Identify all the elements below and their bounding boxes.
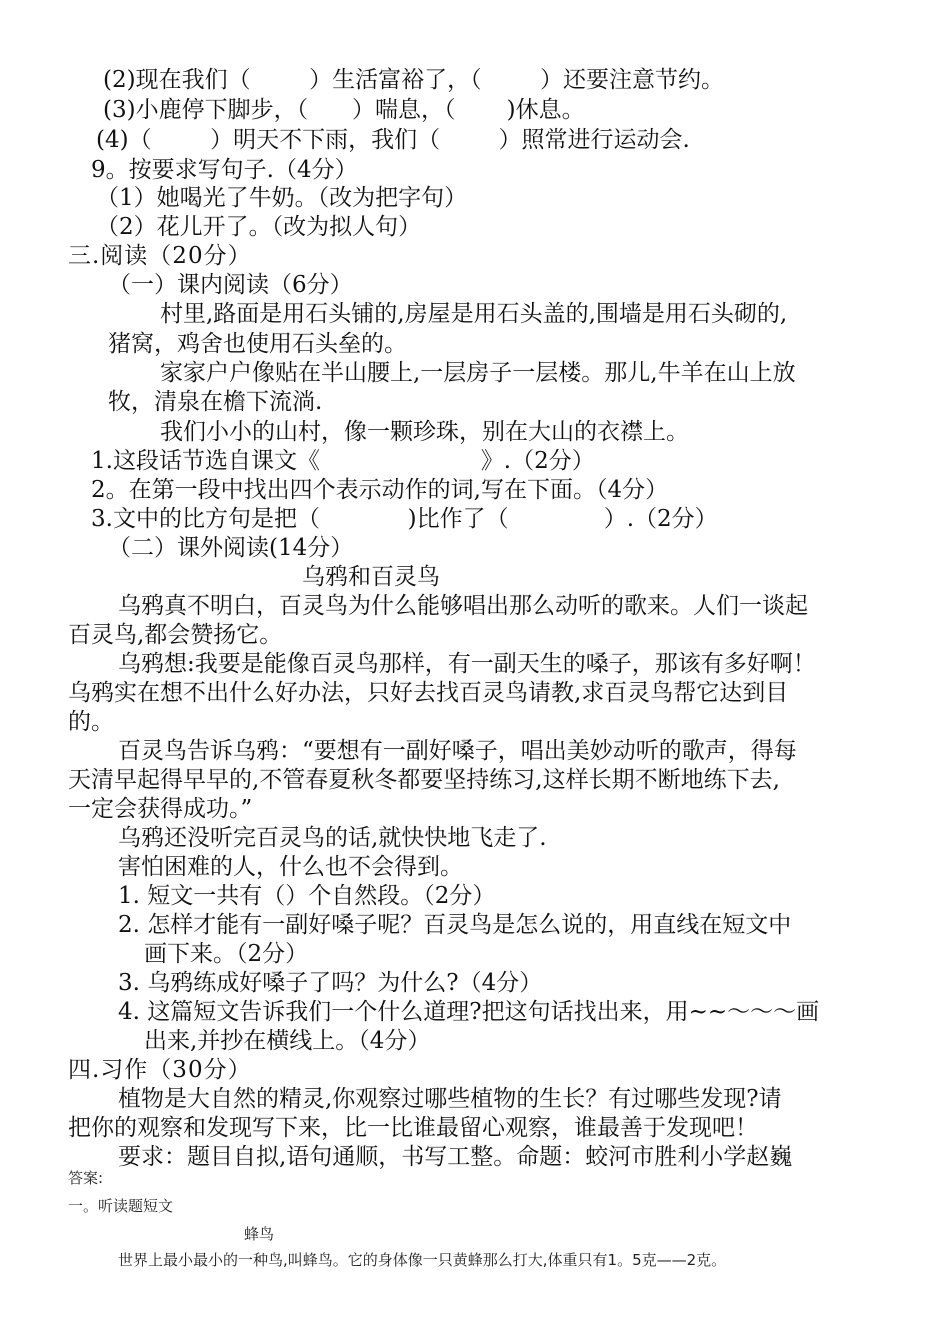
part2-question-1: 1. 短文一共有（）个自然段。（2分）	[118, 883, 496, 909]
part2-question-3: 3. 乌鸦练成好嗓子了吗？为什么?（4分）	[118, 970, 543, 996]
part1-para3: 我们小小的山村，像一颗珍珠，别在大山的衣襟上。	[160, 419, 689, 445]
story-para2-line3: 的。	[68, 709, 114, 735]
answers-story-text: 世界上最小最小的一种鸟,叫蜂鸟。它的身体像一只黄蜂那么打大,体重只有1。5克——2克。	[118, 1251, 727, 1269]
story-para2-line2: 乌鸦实在想不出什么好办法，只好去找百灵鸟请教,求百灵鸟帮它达到目	[68, 680, 789, 706]
part2-question-4-line2: 出来,并抄在横线上。（4分）	[144, 1028, 431, 1054]
part1-title: （一）课内阅读（6分）	[108, 272, 353, 298]
part1-para2-line1: 家家户户像贴在半山腰上,一层房子一层楼。那儿,牛羊在山上放	[160, 360, 796, 386]
q9-title: 9。按要求写句子.（4分）	[91, 157, 358, 183]
q8-sentence-3: (3)小鹿停下脚步，（ ）喘息，（ )休息。	[103, 97, 585, 123]
part2-question-2-line2: 画下来。（2分）	[144, 941, 309, 967]
q8-sentence-4: (4)（ ）明天不下雨，我们（ ）照常进行运动会.	[96, 127, 690, 153]
story-para4: 乌鸦还没听完百灵鸟的话,就快快地飞走了.	[118, 825, 547, 851]
part1-para2-line2: 牧，清泉在檐下流淌.	[108, 389, 323, 415]
part1-para1-line1: 村里,路面是用石头铺的,房屋是用石头盖的,围墙是用石头砌的,	[160, 301, 788, 327]
answers-label: 答案:	[68, 1169, 104, 1187]
answers-section1: 一。听读题短文	[68, 1197, 174, 1215]
part2-question-2-line1: 2. 怎样才能有一副好嗓子呢？百灵鸟是怎么说的，用直线在短文中	[118, 912, 792, 938]
part2-title: （二）课外阅读(14分）	[108, 535, 354, 561]
story-para3-line2: 天清早起得早早的,不管春夏秋冬都要坚持练习,这样长期不断地练下去,	[68, 767, 780, 793]
story-para2-line1: 乌鸦想:我要是能像百灵鸟那样，有一副天生的嗓子，那该有多好啊！	[118, 651, 816, 677]
section4-para-line2: 把你的观察和发现写下来，比一比谁最留心观察，谁最善于发现吧！	[68, 1115, 758, 1141]
story-para3-line3: 一定会获得成功。”	[68, 796, 253, 822]
section4-requirement: 要求：题目自拟,语句通顺，书写工整。命题：蛟河市胜利小学赵巍	[118, 1144, 793, 1170]
answers-story-title: 蜂鸟	[244, 1225, 275, 1243]
q9-sentence-1: （1）她喝光了牛奶。（改为把字句）	[96, 185, 468, 211]
part1-question-3: 3.文中的比方句是把（ )比作了（ ）.（2分）	[91, 506, 718, 532]
story-title: 乌鸦和百灵鸟	[302, 564, 440, 590]
section4-para-line1: 植物是大自然的精灵,你观察过哪些植物的生长？有过哪些发现?请	[118, 1086, 782, 1112]
story-para3-line1: 百灵鸟告诉乌鸦：“要想有一副好嗓子，唱出美妙动听的歌声，得每	[118, 738, 797, 764]
q8-sentence-2: (2)现在我们（ ）生活富裕了，（ ）还要注意节约。	[103, 67, 725, 93]
q9-sentence-2: （2）花儿开了。（改为拟人句）	[96, 214, 422, 240]
story-para1-line1: 乌鸦真不明白，百灵鸟为什么能够唱出那么动听的歌来。人们一谈起	[118, 593, 808, 619]
part1-para1-line2: 猪窝，鸡舍也使用石头垒的。	[108, 331, 407, 357]
part1-question-2: 2。在第一段中找出四个表示动作的词,写在下面。（4分）	[91, 477, 669, 503]
story-para5: 害怕困难的人，什么也不会得到。	[118, 854, 463, 880]
part2-question-4-line1: 4. 这篇短文告诉我们一个什么道理?把这句话找出来，用~~～～～画	[118, 999, 820, 1025]
part1-question-1: 1.这段话节选自课文《 》.（2分）	[91, 448, 595, 474]
section4-title: 四.习作（30分）	[68, 1057, 252, 1083]
story-para1-line2: 百灵鸟,都会赞扬它。	[68, 622, 283, 648]
section3-title: 三.阅读（20分）	[68, 243, 252, 269]
